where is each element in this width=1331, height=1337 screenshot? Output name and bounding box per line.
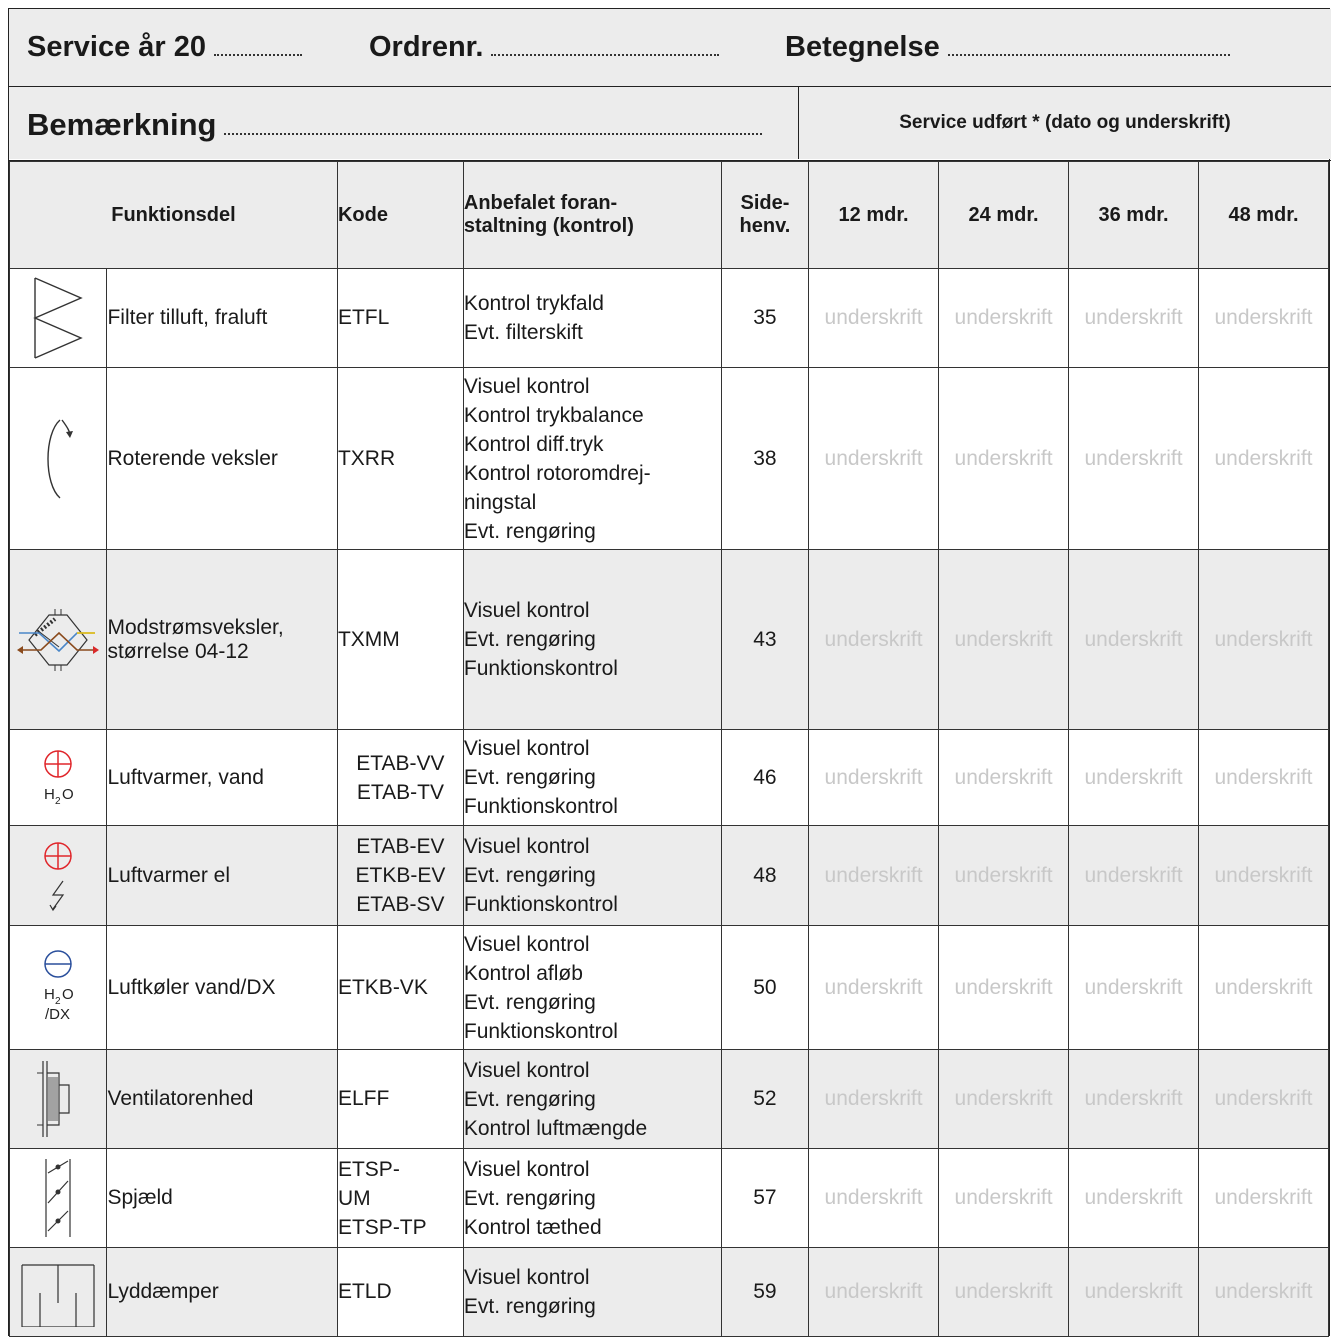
svg-text:O: O xyxy=(62,785,74,803)
signature-24m[interactable]: underskrift xyxy=(939,368,1069,550)
row-actions: Visuel kontrol Evt. rengøring Kontrol luftmængde xyxy=(463,1050,721,1149)
signature-36m[interactable]: underskrift xyxy=(1069,1248,1199,1337)
designation-blank[interactable] xyxy=(948,34,1230,56)
row-name: Modstrømsveksler, størrelse 04-12 xyxy=(107,550,338,730)
signature-48m[interactable]: underskrift xyxy=(1199,730,1329,826)
signature-48m[interactable]: underskrift xyxy=(1199,269,1329,368)
svg-text:2: 2 xyxy=(55,995,61,1007)
signature-24m[interactable]: underskrift xyxy=(939,269,1069,368)
table-row xyxy=(10,1149,1329,1248)
row-code: ETAB-VV ETAB-TV xyxy=(337,730,463,826)
electric-heater-icon xyxy=(10,826,107,926)
table-row xyxy=(10,550,1329,730)
row-page-ref: 48 xyxy=(721,826,808,926)
table-row xyxy=(10,826,1329,926)
row-code: ETAB-EV ETKB-EV ETAB-SV xyxy=(337,826,463,926)
row-page-ref: 52 xyxy=(721,1050,808,1149)
signature-12m[interactable]: underskrift xyxy=(809,730,939,826)
row-page-ref: 43 xyxy=(721,550,808,730)
table-row xyxy=(10,730,1329,826)
signature-36m[interactable]: underskrift xyxy=(1069,368,1199,550)
remark-row xyxy=(9,87,1331,161)
designation-field[interactable] xyxy=(785,31,1230,64)
signature-12m[interactable]: underskrift xyxy=(809,826,939,926)
signature-36m[interactable]: underskrift xyxy=(1069,730,1199,826)
silencer-icon xyxy=(10,1248,107,1337)
col-function: Funktionsdel xyxy=(10,162,338,269)
signature-24m[interactable]: underskrift xyxy=(939,730,1069,826)
signature-36m[interactable]: underskrift xyxy=(1069,550,1199,730)
row-name: Luftvarmer, vand xyxy=(107,730,338,826)
row-code: ETLD xyxy=(337,1248,463,1337)
rotary-exchanger-icon xyxy=(10,368,107,550)
signature-48m[interactable]: underskrift xyxy=(1199,550,1329,730)
service-table xyxy=(9,161,1329,1337)
signature-48m[interactable]: underskrift xyxy=(1199,1248,1329,1337)
table-row xyxy=(10,269,1329,368)
signature-48m[interactable]: underskrift xyxy=(1199,1149,1329,1248)
signature-24m[interactable]: underskrift xyxy=(939,826,1069,926)
signature-12m[interactable]: underskrift xyxy=(809,550,939,730)
signature-12m[interactable]: underskrift xyxy=(809,1149,939,1248)
table-row xyxy=(10,1248,1329,1337)
signature-12m[interactable]: underskrift xyxy=(809,269,939,368)
col-36-months: 36 mdr. xyxy=(1069,162,1199,269)
column-header-row xyxy=(10,162,1329,269)
order-number-label: Ordrenr. xyxy=(369,31,484,63)
designation-label: Betegnelse xyxy=(785,31,940,63)
col-action: Anbefalet foran- staltning (kontrol) xyxy=(463,162,721,269)
service-year-blank[interactable] xyxy=(214,34,302,56)
signature-12m[interactable]: underskrift xyxy=(809,1050,939,1149)
signature-24m[interactable]: underskrift xyxy=(939,550,1069,730)
signature-48m[interactable]: underskrift xyxy=(1199,926,1329,1050)
row-actions: Visuel kontrol Evt. rengøring Kontrol tæthed xyxy=(463,1149,721,1248)
row-name: Filter tilluft, fraluft xyxy=(107,269,338,368)
col-24-months: 24 mdr. xyxy=(939,162,1069,269)
svg-text:H: H xyxy=(44,785,56,803)
signature-24m[interactable]: underskrift xyxy=(939,1050,1069,1149)
row-actions: Visuel kontrol Kontrol afløb Evt. rengøring Funktionskontrol xyxy=(463,926,721,1050)
svg-text:H: H xyxy=(44,985,56,1003)
signature-24m[interactable]: underskrift xyxy=(939,926,1069,1050)
signature-24m[interactable]: underskrift xyxy=(939,1149,1069,1248)
signature-36m[interactable]: underskrift xyxy=(1069,1050,1199,1149)
row-page-ref: 38 xyxy=(721,368,808,550)
counterflow-exchanger-icon xyxy=(10,550,107,730)
signature-12m[interactable]: underskrift xyxy=(809,926,939,1050)
signature-24m[interactable]: underskrift xyxy=(939,1248,1069,1337)
order-number-field[interactable] xyxy=(369,31,719,64)
signature-12m[interactable]: underskrift xyxy=(809,368,939,550)
col-code: Kode xyxy=(337,162,463,269)
col-page-ref: Side- henv. xyxy=(721,162,808,269)
row-actions: Kontrol trykfald Evt. filterskift xyxy=(463,269,721,368)
order-number-blank[interactable] xyxy=(491,34,719,56)
row-code: ETSP- UM ETSP-TP xyxy=(337,1149,463,1248)
row-name: Spjæld xyxy=(107,1149,338,1248)
service-form xyxy=(8,8,1330,1336)
row-name: Roterende veksler xyxy=(107,368,338,550)
row-actions: Visuel kontrol Evt. rengøring Funktionskontrol xyxy=(463,730,721,826)
signature-36m[interactable]: underskrift xyxy=(1069,1149,1199,1248)
row-actions: Visuel kontrol Kontrol trykbalance Kontrol diff.tryk Kontrol rotoromdrej- ningstal Evt. rengøring xyxy=(463,368,721,550)
signature-48m[interactable]: underskrift xyxy=(1199,1050,1329,1149)
row-name: Ventilatorenhed xyxy=(107,1050,338,1149)
row-code: ETFL xyxy=(337,269,463,368)
remark-blank[interactable] xyxy=(224,113,762,135)
remark-label: Bemærkning xyxy=(27,107,217,142)
signature-48m[interactable]: underskrift xyxy=(1199,826,1329,926)
air-cooler-icon xyxy=(10,926,107,1050)
row-name: Luftkøler vand/DX xyxy=(107,926,338,1050)
row-code: TXRR xyxy=(337,368,463,550)
row-actions: Visuel kontrol Evt. rengøring xyxy=(463,1248,721,1337)
service-done-heading: Service udført * (dato og underskrift) xyxy=(799,87,1331,159)
signature-36m[interactable]: underskrift xyxy=(1069,269,1199,368)
col-12-months: 12 mdr. xyxy=(809,162,939,269)
signature-36m[interactable]: underskrift xyxy=(1069,926,1199,1050)
svg-text:O: O xyxy=(62,985,74,1003)
signature-36m[interactable]: underskrift xyxy=(1069,826,1199,926)
table-row xyxy=(10,1050,1329,1149)
service-year-label: Service år 20 xyxy=(27,31,206,63)
row-actions: Visuel kontrol Evt. rengøring Funktionskontrol xyxy=(463,550,721,730)
row-page-ref: 59 xyxy=(721,1248,808,1337)
damper-icon xyxy=(10,1149,107,1248)
row-page-ref: 35 xyxy=(721,269,808,368)
fan-unit-icon xyxy=(10,1050,107,1149)
signature-12m[interactable]: underskrift xyxy=(809,1248,939,1337)
service-year-field[interactable] xyxy=(27,31,302,64)
header-row xyxy=(9,9,1331,87)
row-name: Lyddæmper xyxy=(107,1248,338,1337)
row-page-ref: 46 xyxy=(721,730,808,826)
water-heater-icon xyxy=(10,730,107,826)
filter-icon xyxy=(10,269,107,368)
remark-field[interactable] xyxy=(9,87,799,159)
col-48-months: 48 mdr. xyxy=(1199,162,1329,269)
signature-48m[interactable]: underskrift xyxy=(1199,368,1329,550)
svg-text:2: 2 xyxy=(55,795,61,807)
svg-text:/DX: /DX xyxy=(45,1005,71,1023)
row-name: Luftvarmer el xyxy=(107,826,338,926)
row-page-ref: 57 xyxy=(721,1149,808,1248)
table-row xyxy=(10,368,1329,550)
row-page-ref: 50 xyxy=(721,926,808,1050)
table-row xyxy=(10,926,1329,1050)
row-code: TXMM xyxy=(337,550,463,730)
row-code: ELFF xyxy=(337,1050,463,1149)
row-code: ETKB-VK xyxy=(337,926,463,1050)
row-actions: Visuel kontrol Evt. rengøring Funktionskontrol xyxy=(463,826,721,926)
